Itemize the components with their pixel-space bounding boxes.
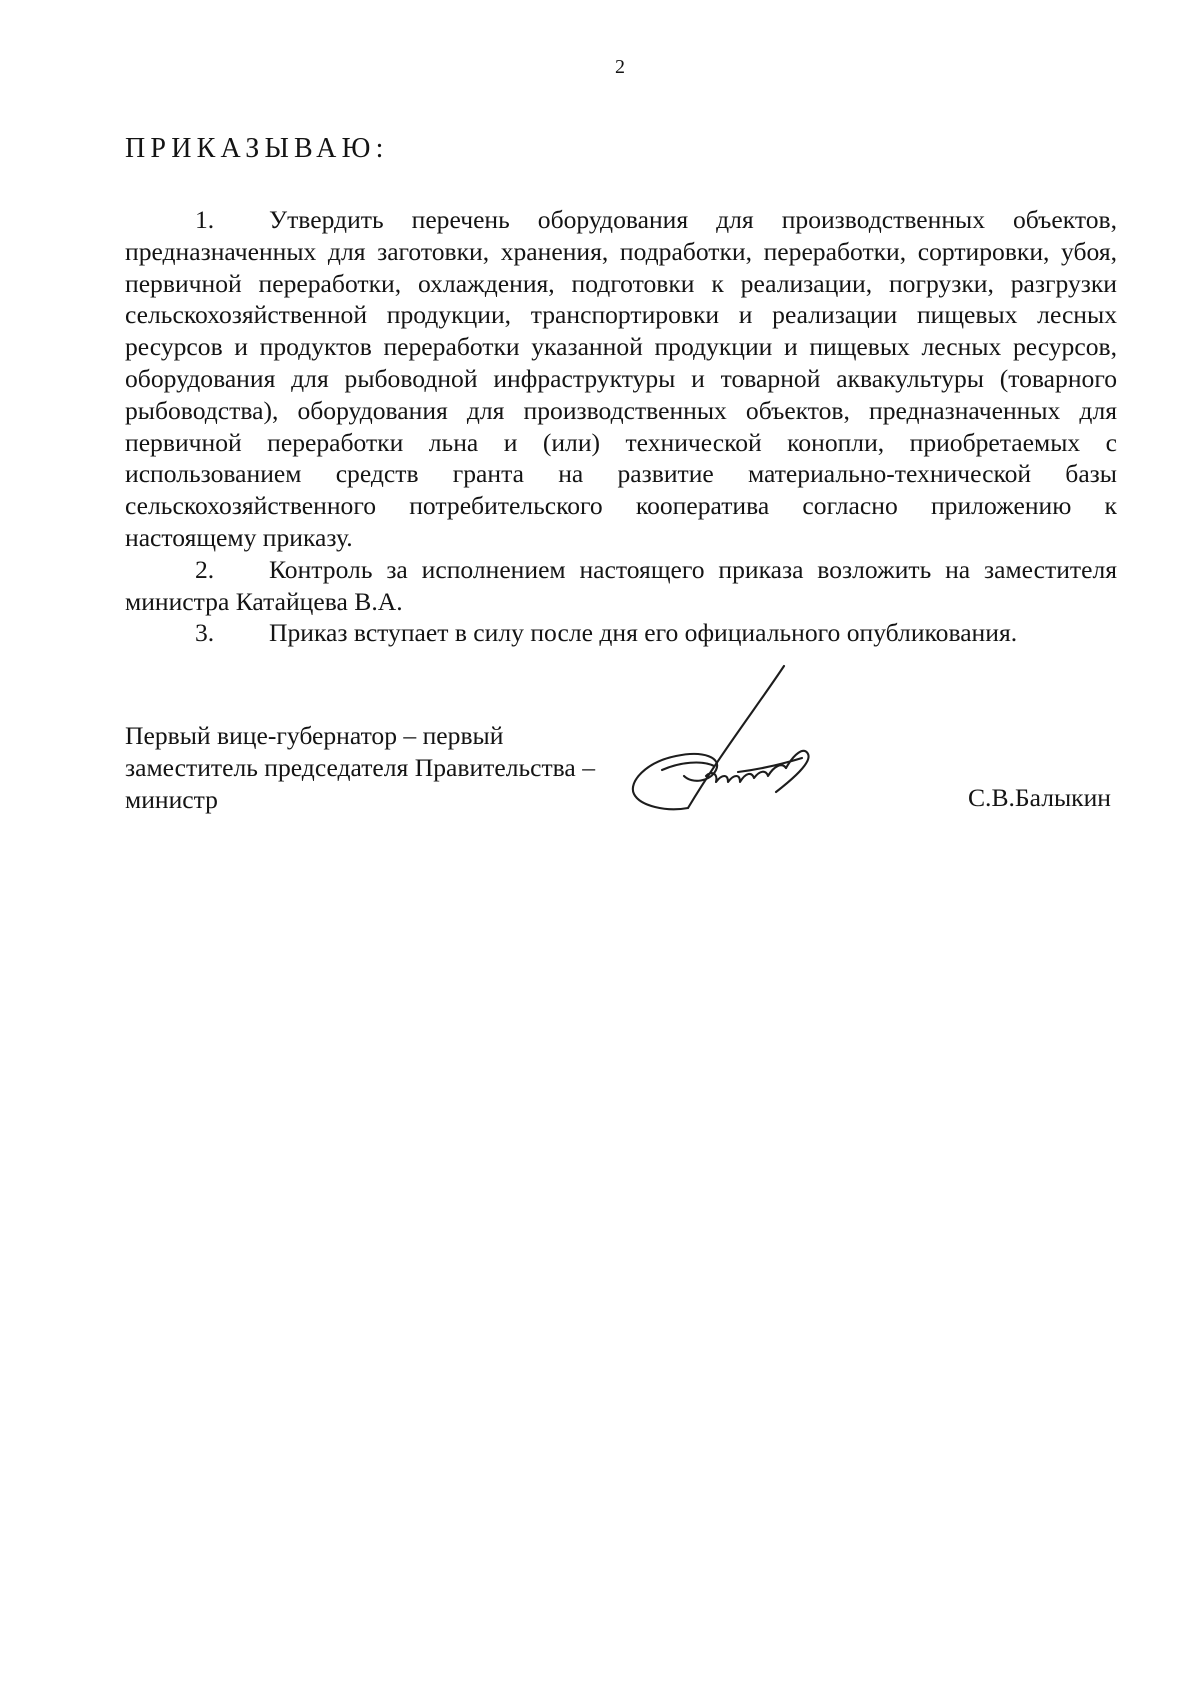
- order-heading: ПРИКАЗЫВАЮ:: [125, 133, 389, 164]
- signatory-position: [125, 720, 695, 815]
- order-item-3: [125, 617, 1117, 649]
- order-item-number: 2.: [195, 554, 215, 584]
- order-item-2: [125, 554, 1117, 618]
- signatory-position-line: министр: [125, 784, 218, 814]
- order-item-number: 1.: [195, 205, 215, 234]
- page-number: 2: [615, 56, 625, 78]
- signatory-position-line: Первый вице-губернатор – первый: [125, 721, 504, 750]
- signatory-position-line: заместитель председателя Правительства –: [125, 752, 595, 782]
- handwritten-signature: [626, 658, 826, 818]
- order-item-text: Утвердить перечень оборудования для производственных объектов, предназначенных для заготовки, хранения, подработки, переработки, сортировки, убоя, первичной переработки, охлаждения, подготовки к реализации, погрузки, разгрузки сельскохозяйственной продукции, транспортировки и реализации пищевых лесных ресурсов и продуктов переработки указанной продукции и пищевых лесных ресурсов, оборудования для рыбоводной инфраструктуры и товарной аквакультуры (товарного рыбоводства), оборудования для производственных объектов, предназначенных для первичной переработки льна и (или) технической конопли, приобретаемых с использованием средств гранта на развитие материально-технической базы сельскохозяйственного потребительского кооператива согласно приложению к настоящему приказу.: [125, 205, 1117, 552]
- order-item-text: Контроль за исполнением настоящего приказа возложить на заместителя министра Катайцева В.А.: [125, 554, 1117, 616]
- order-item-text: Приказ вступает в силу после дня его официального опубликования.: [269, 618, 1018, 648]
- order-item-1: [125, 204, 1117, 554]
- order-item-number: 3.: [195, 618, 215, 648]
- order-items: [125, 204, 1117, 649]
- signatory-name: С.В.Балыкин: [967, 783, 1111, 812]
